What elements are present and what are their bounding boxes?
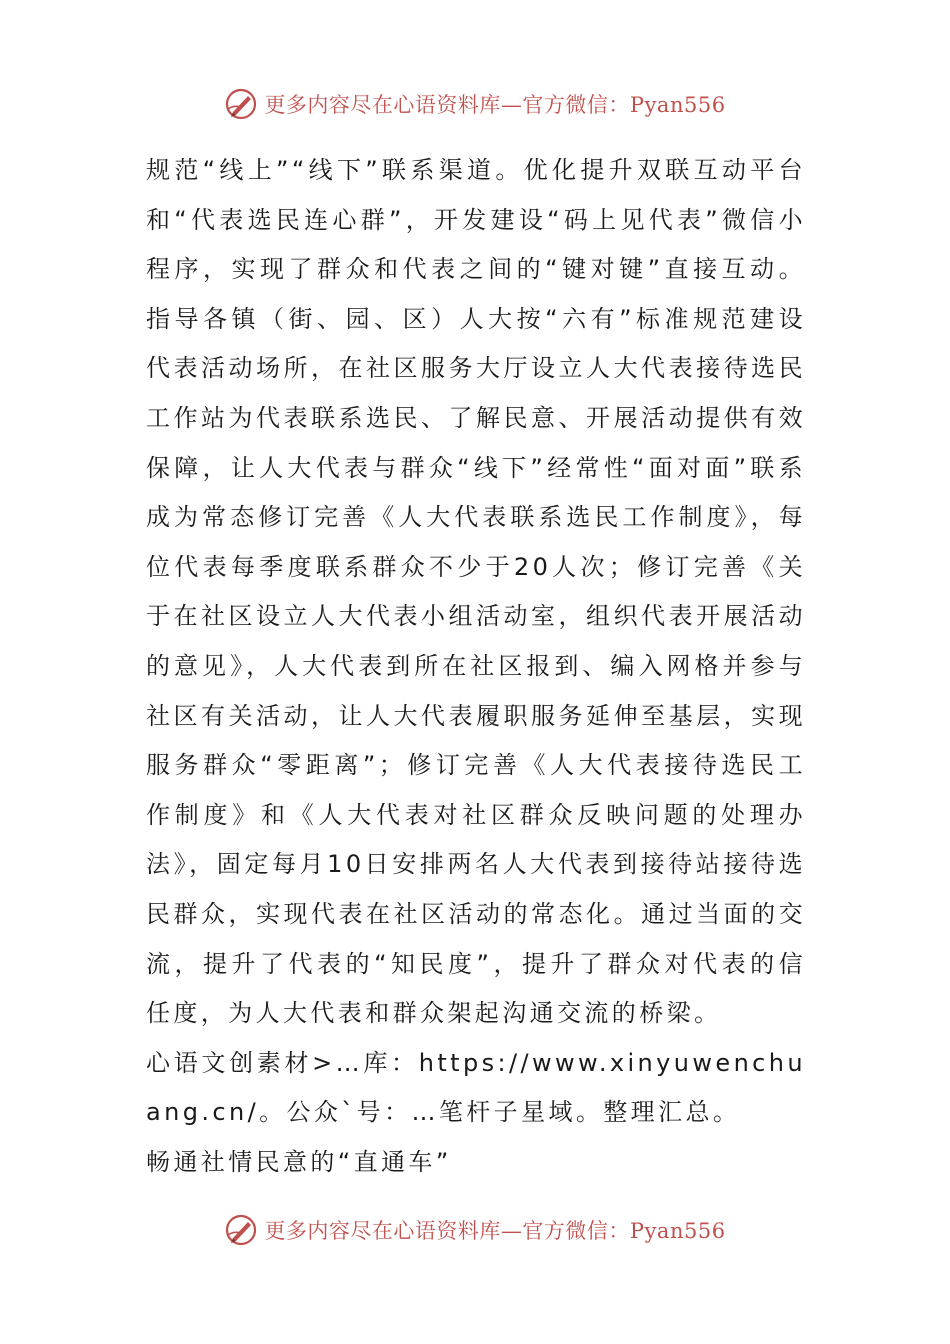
body-paragraph: 规范“线上”“线下”联系渠道。优化提升双联互动平台和“代表选民连心群”，开发建设“码上见代表”微信小程序，实现了群众和代表之间的“键对键”直接互动。指导各镇（街、园、区）人大按“六有”标准规范建设代表活动场所，在社区服务大厅设立人大代表接待选民工作站为代表联系选民、了解民意、开展活动提供有效保障，让人大代表与群众“线下”经常性“面对面”联系成为常态修订完善《人大代表联系选民工作制度》，每位代表每季度联系群众不少于20人次；修订完善《关于在社区设立人大代表小组活动室，组织代表开展活动的意见》，人大代表到所在社区报到、编入网格并参与社区有关活动，让人大代表履职服务延伸至基层，实现服务群众“零距离”；修订完善《人大代表接待选民工作制度》和《人大代表对社区群众反映问题的处理办法》，固定每月10日安排两名人大代表到接待站接待选民群众，实现代表在社区活动的常态化。通过当面的交流，提升了代表的“知民度”，提升了群众对代表的信任度，为人大代表和群众架起沟通交流的桥梁。	[146, 156, 806, 1028]
source-note-paragraph: 心语文创素材>…库：https://www.xinyuwenchuang.cn/。公众`号：…笔杆子星域。整理汇总。	[146, 1048, 806, 1127]
pen-logo-icon	[224, 87, 258, 121]
header-banner	[0, 82, 950, 126]
section-heading: 畅通社情民意的“直通车”	[146, 1147, 452, 1176]
banner-text: 更多内容尽在心语资料库—官方微信：Pyan556	[264, 93, 726, 117]
banner-text: 更多内容尽在心语资料库—官方微信：Pyan556	[264, 1219, 726, 1243]
pen-logo-icon	[224, 1213, 258, 1247]
footer-banner	[0, 1208, 950, 1252]
document-body	[146, 146, 806, 1187]
